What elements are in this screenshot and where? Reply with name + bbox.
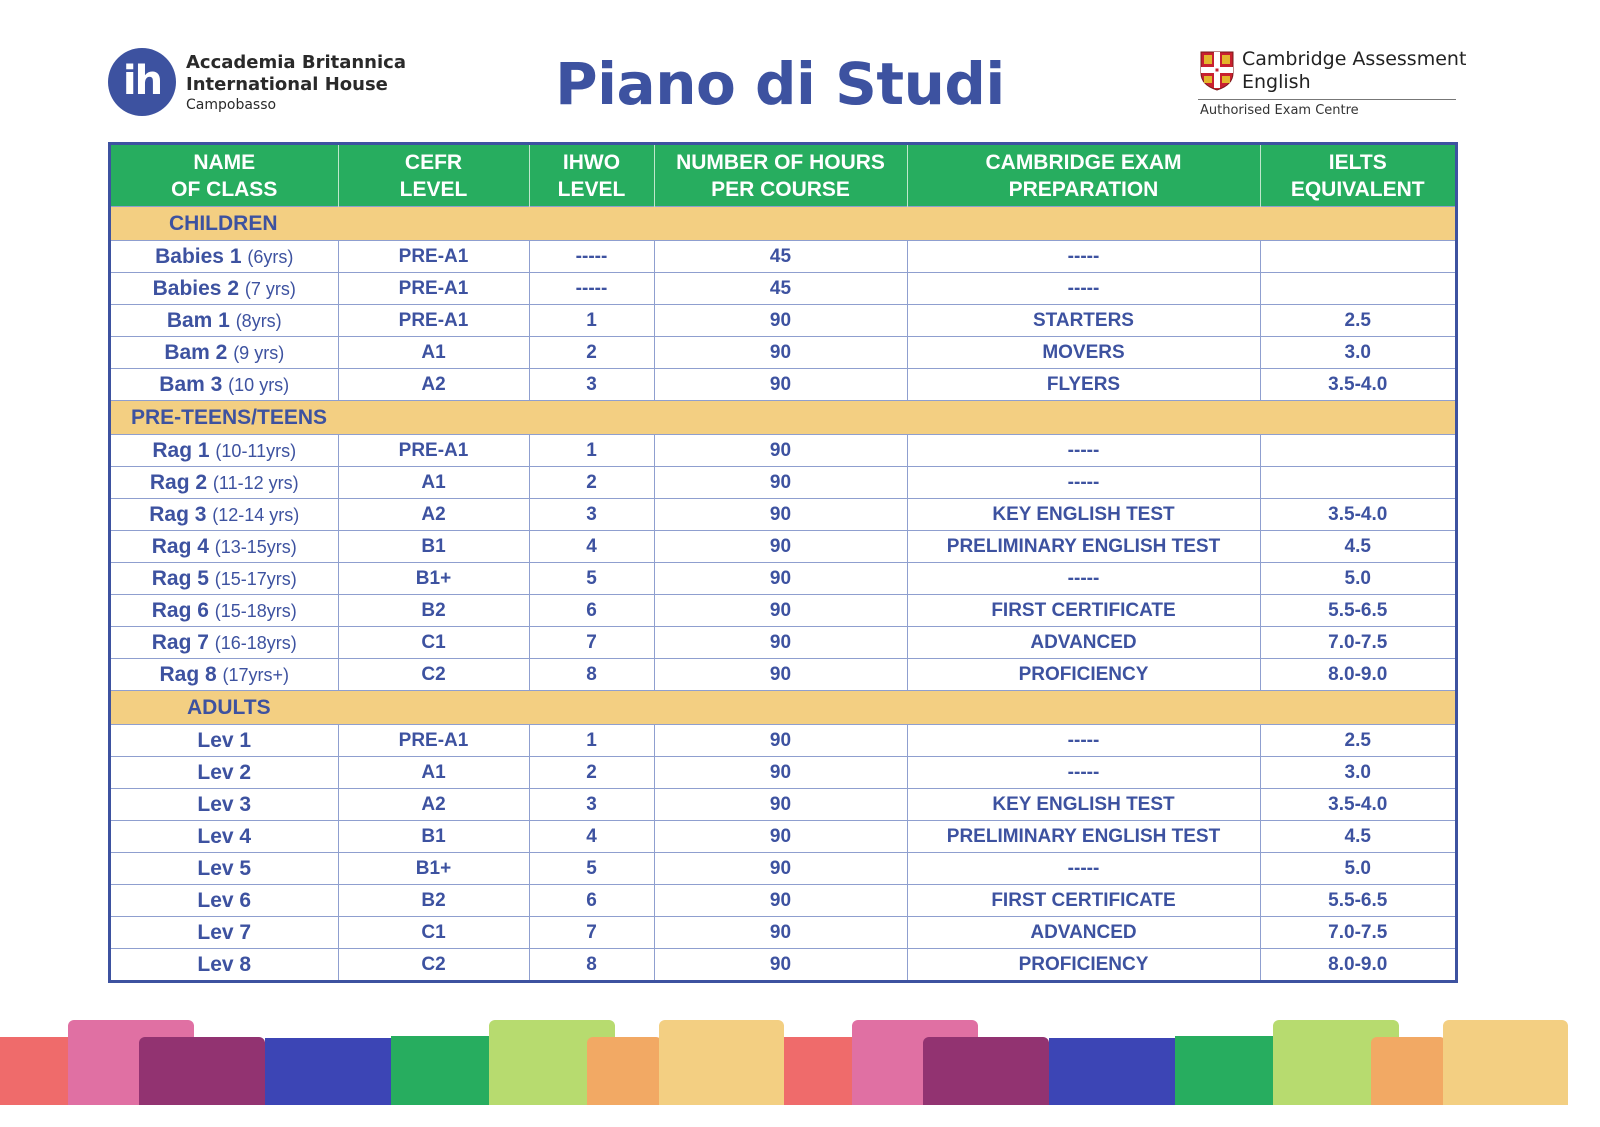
ihwo-cell: 6 (529, 885, 654, 917)
table-row (111, 757, 1455, 789)
class-name: Lev 2 (197, 760, 252, 784)
class-name: Lev 1 (197, 728, 252, 752)
school-name-line2: International House (186, 74, 388, 95)
class-age: (8yrs) (235, 310, 282, 331)
table-row (111, 273, 1455, 305)
column-header-ielts (1260, 145, 1455, 207)
hours-cell: 90 (654, 627, 907, 659)
class-name-cell (111, 917, 338, 949)
cefr-cell: PRE-A1 (338, 435, 529, 467)
table-row (111, 369, 1455, 401)
ielts-cell: 4.5 (1260, 821, 1455, 853)
ielts-cell: 2.5 (1260, 725, 1455, 757)
exam-cell: PROFICIENCY (907, 659, 1260, 691)
exam-cell: ----- (907, 725, 1260, 757)
table-row (111, 241, 1455, 273)
class-age: (6yrs) (247, 246, 294, 267)
class-name: Rag 7 (151, 630, 209, 654)
table-row (111, 595, 1455, 627)
class-age: (12-14 yrs) (212, 504, 300, 525)
table-row (111, 627, 1455, 659)
color-band-plum (923, 1037, 1049, 1105)
cefr-cell: C1 (338, 627, 529, 659)
class-age: (15-18yrs) (214, 600, 297, 621)
column-header-line1: NAME (193, 150, 256, 174)
class-name: Rag 1 (152, 438, 210, 462)
class-name: Lev 5 (197, 856, 252, 880)
hours-cell: 90 (654, 435, 907, 467)
hours-cell: 90 (654, 821, 907, 853)
cefr-cell: C1 (338, 917, 529, 949)
ih-logo-icon: ih (108, 48, 176, 116)
class-name: Bam 3 (159, 372, 223, 396)
ihwo-cell: 7 (529, 917, 654, 949)
cefr-cell: C2 (338, 659, 529, 691)
ihwo-cell: 3 (529, 499, 654, 531)
color-band-blue (265, 1038, 391, 1105)
color-band-green (391, 1036, 491, 1105)
column-header-line2: EQUIVALENT (1290, 177, 1425, 201)
cefr-cell: A1 (338, 337, 529, 369)
class-name: Babies 2 (152, 276, 240, 300)
class-age: (11-12 yrs) (212, 472, 299, 493)
hours-cell: 90 (654, 725, 907, 757)
color-band-plum (139, 1037, 265, 1105)
hours-cell: 90 (654, 789, 907, 821)
ielts-cell: 5.0 (1260, 563, 1455, 595)
color-band-yellow (659, 1020, 784, 1105)
class-age: (7 yrs) (244, 278, 296, 299)
ielts-cell (1260, 467, 1455, 499)
hours-cell: 90 (654, 949, 907, 981)
hours-cell: 90 (654, 659, 907, 691)
exam-cell: ----- (907, 435, 1260, 467)
exam-cell: ADVANCED (907, 917, 1260, 949)
table-row (111, 821, 1455, 853)
divider (1198, 99, 1456, 100)
class-age: (10-11yrs) (215, 440, 297, 461)
exam-cell: PRELIMINARY ENGLISH TEST (907, 821, 1260, 853)
ihwo-cell: ----- (529, 241, 654, 273)
ihwo-cell: ----- (529, 273, 654, 305)
cefr-cell: A1 (338, 467, 529, 499)
class-name-cell (111, 273, 338, 305)
hours-cell: 90 (654, 305, 907, 337)
cefr-cell: B2 (338, 595, 529, 627)
cefr-cell: A2 (338, 789, 529, 821)
table-row (111, 725, 1455, 757)
class-age: (10 yrs) (228, 374, 290, 395)
hours-cell: 90 (654, 499, 907, 531)
column-header-line1: NUMBER OF HOURS (676, 150, 885, 174)
ielts-cell (1260, 435, 1455, 467)
class-name-cell (111, 725, 338, 757)
cambridge-name-line1: Cambridge Assessment (1242, 48, 1467, 70)
class-age: (9 yrs) (233, 342, 285, 363)
table-row (111, 885, 1455, 917)
class-name: Lev 8 (197, 952, 252, 976)
column-header-line1: CEFR (404, 150, 463, 174)
table-row (111, 853, 1455, 885)
class-name-cell (111, 563, 338, 595)
class-name-cell (111, 241, 338, 273)
ihwo-cell: 4 (529, 821, 654, 853)
page-title: Piano di Studi (555, 50, 1005, 118)
table-row (111, 531, 1455, 563)
cefr-cell: B1+ (338, 853, 529, 885)
color-band-coral (784, 1037, 854, 1105)
decorative-color-bands (0, 1020, 1600, 1105)
class-name-cell (111, 337, 338, 369)
class-name: Rag 6 (151, 598, 209, 622)
ihwo-cell: 1 (529, 305, 654, 337)
exam-cell: KEY ENGLISH TEST (907, 499, 1260, 531)
ielts-cell: 2.5 (1260, 305, 1455, 337)
table-row (111, 789, 1455, 821)
hours-cell: 90 (654, 467, 907, 499)
exam-cell: STARTERS (907, 305, 1260, 337)
ihwo-cell: 7 (529, 627, 654, 659)
class-name-cell (111, 789, 338, 821)
section-title: CHILDREN (111, 207, 1455, 241)
section-row (111, 401, 1455, 435)
ielts-cell: 3.5-4.0 (1260, 789, 1455, 821)
exam-cell: FLYERS (907, 369, 1260, 401)
ihwo-cell: 3 (529, 369, 654, 401)
ihwo-cell: 6 (529, 595, 654, 627)
ielts-cell: 5.5-6.5 (1260, 595, 1455, 627)
column-header-exam (907, 145, 1260, 207)
ielts-cell: 3.5-4.0 (1260, 369, 1455, 401)
ielts-cell: 3.0 (1260, 337, 1455, 369)
class-name-cell (111, 435, 338, 467)
table-row (111, 435, 1455, 467)
class-name: Bam 2 (164, 340, 228, 364)
exam-cell: ----- (907, 273, 1260, 305)
section-row (111, 207, 1455, 241)
ielts-cell: 5.0 (1260, 853, 1455, 885)
table-row (111, 305, 1455, 337)
column-header-line1: IHWO (562, 150, 621, 174)
class-name-cell (111, 369, 338, 401)
exam-cell: MOVERS (907, 337, 1260, 369)
hours-cell: 90 (654, 337, 907, 369)
cefr-cell: A1 (338, 757, 529, 789)
class-age: (17yrs+) (222, 664, 290, 685)
cefr-cell: PRE-A1 (338, 273, 529, 305)
column-header-line2: OF CLASS (171, 177, 278, 201)
exam-cell: ----- (907, 467, 1260, 499)
cefr-cell: PRE-A1 (338, 725, 529, 757)
exam-cell: ----- (907, 853, 1260, 885)
cefr-cell: PRE-A1 (338, 305, 529, 337)
color-band-orange (1371, 1037, 1446, 1105)
column-header-line2: LEVEL (557, 177, 626, 201)
column-header-line2: LEVEL (399, 177, 468, 201)
class-name: Rag 3 (149, 502, 207, 526)
color-band-yellow (1443, 1020, 1568, 1105)
exam-cell: PRELIMINARY ENGLISH TEST (907, 531, 1260, 563)
ielts-cell: 7.0-7.5 (1260, 917, 1455, 949)
section-title: ADULTS (111, 691, 1455, 725)
ihwo-cell: 8 (529, 659, 654, 691)
hours-cell: 90 (654, 369, 907, 401)
class-name-cell (111, 885, 338, 917)
exam-cell: FIRST CERTIFICATE (907, 885, 1260, 917)
color-band-coral (0, 1037, 70, 1105)
class-name-cell (111, 305, 338, 337)
class-name-cell (111, 757, 338, 789)
class-name: Lev 7 (197, 920, 252, 944)
class-name-cell (111, 659, 338, 691)
table-row (111, 949, 1455, 981)
cambridge-name (1242, 48, 1466, 94)
class-name-cell (111, 627, 338, 659)
ihwo-cell: 1 (529, 725, 654, 757)
ihwo-cell: 3 (529, 789, 654, 821)
hours-cell: 90 (654, 563, 907, 595)
ihwo-cell: 8 (529, 949, 654, 981)
cefr-cell: B2 (338, 885, 529, 917)
exam-cell: ----- (907, 563, 1260, 595)
class-name: Rag 8 (159, 662, 217, 686)
cefr-cell: A2 (338, 369, 529, 401)
ihwo-cell: 2 (529, 337, 654, 369)
ihwo-cell: 1 (529, 435, 654, 467)
class-name: Rag 2 (149, 470, 208, 494)
study-plan-table (108, 142, 1458, 983)
column-header-line2: PER COURSE (711, 177, 850, 201)
cambridge-crest-icon (1200, 51, 1234, 91)
ihwo-cell: 2 (529, 757, 654, 789)
section-title: PRE-TEENS/TEENS (111, 401, 1455, 435)
cefr-cell: B1+ (338, 563, 529, 595)
ihwo-cell: 5 (529, 853, 654, 885)
exam-cell: FIRST CERTIFICATE (907, 595, 1260, 627)
cambridge-subtitle: Authorised Exam Centre (1200, 103, 1359, 118)
section-row (111, 691, 1455, 725)
school-city: Campobasso (186, 97, 277, 113)
class-name: Bam 1 (166, 308, 230, 332)
ihwo-cell: 5 (529, 563, 654, 595)
cefr-cell: B1 (338, 531, 529, 563)
cefr-cell: A2 (338, 499, 529, 531)
class-name-cell (111, 531, 338, 563)
ielts-cell: 4.5 (1260, 531, 1455, 563)
ielts-cell: 8.0-9.0 (1260, 949, 1455, 981)
school-name-line1: Accademia Britannica (186, 52, 406, 73)
ielts-cell: 7.0-7.5 (1260, 627, 1455, 659)
class-age: (16-18yrs) (214, 632, 297, 653)
color-band-blue (1049, 1038, 1175, 1105)
cefr-cell: PRE-A1 (338, 241, 529, 273)
table-row (111, 337, 1455, 369)
ihwo-cell: 2 (529, 467, 654, 499)
class-name: Rag 4 (151, 534, 209, 558)
table-row (111, 917, 1455, 949)
column-header-name (111, 145, 338, 207)
hours-cell: 45 (654, 273, 907, 305)
class-name-cell (111, 821, 338, 853)
cefr-cell: B1 (338, 821, 529, 853)
hours-cell: 90 (654, 885, 907, 917)
column-header-line1: IELTS (1328, 150, 1387, 174)
hours-cell: 90 (654, 853, 907, 885)
color-band-green (1175, 1036, 1275, 1105)
exam-cell: ADVANCED (907, 627, 1260, 659)
exam-cell: KEY ENGLISH TEST (907, 789, 1260, 821)
cefr-cell: C2 (338, 949, 529, 981)
ihwo-cell: 4 (529, 531, 654, 563)
cambridge-name-line2: English (1242, 71, 1311, 93)
exam-cell: ----- (907, 757, 1260, 789)
color-band-orange (587, 1037, 662, 1105)
class-name: Babies 1 (155, 244, 242, 268)
class-name-cell (111, 499, 338, 531)
hours-cell: 90 (654, 917, 907, 949)
class-name: Lev 4 (197, 824, 252, 848)
hours-cell: 45 (654, 241, 907, 273)
ielts-cell (1260, 273, 1455, 305)
hours-cell: 90 (654, 531, 907, 563)
table-row (111, 659, 1455, 691)
column-header-line1: CAMBRIDGE EXAM (985, 150, 1182, 174)
class-name-cell (111, 467, 338, 499)
class-name: Lev 3 (197, 792, 252, 816)
class-name-cell (111, 595, 338, 627)
class-name-cell (111, 949, 338, 981)
class-name: Rag 5 (151, 566, 209, 590)
ielts-cell: 3.0 (1260, 757, 1455, 789)
exam-cell: ----- (907, 241, 1260, 273)
table-header-row (111, 145, 1455, 207)
column-header-ihwo (529, 145, 654, 207)
class-age: (13-15yrs) (214, 536, 297, 557)
class-name-cell (111, 853, 338, 885)
class-age: (15-17yrs) (214, 568, 297, 589)
ielts-cell: 5.5-6.5 (1260, 885, 1455, 917)
school-name (186, 52, 406, 114)
ielts-cell: 3.5-4.0 (1260, 499, 1455, 531)
hours-cell: 90 (654, 595, 907, 627)
column-header-hours (654, 145, 907, 207)
ielts-cell: 8.0-9.0 (1260, 659, 1455, 691)
column-header-cefr (338, 145, 529, 207)
table-row (111, 499, 1455, 531)
column-header-line2: PREPARATION (1008, 177, 1159, 201)
hours-cell: 90 (654, 757, 907, 789)
table-row (111, 563, 1455, 595)
table-row (111, 467, 1455, 499)
exam-cell: PROFICIENCY (907, 949, 1260, 981)
ielts-cell (1260, 241, 1455, 273)
class-name: Lev 6 (197, 888, 252, 912)
